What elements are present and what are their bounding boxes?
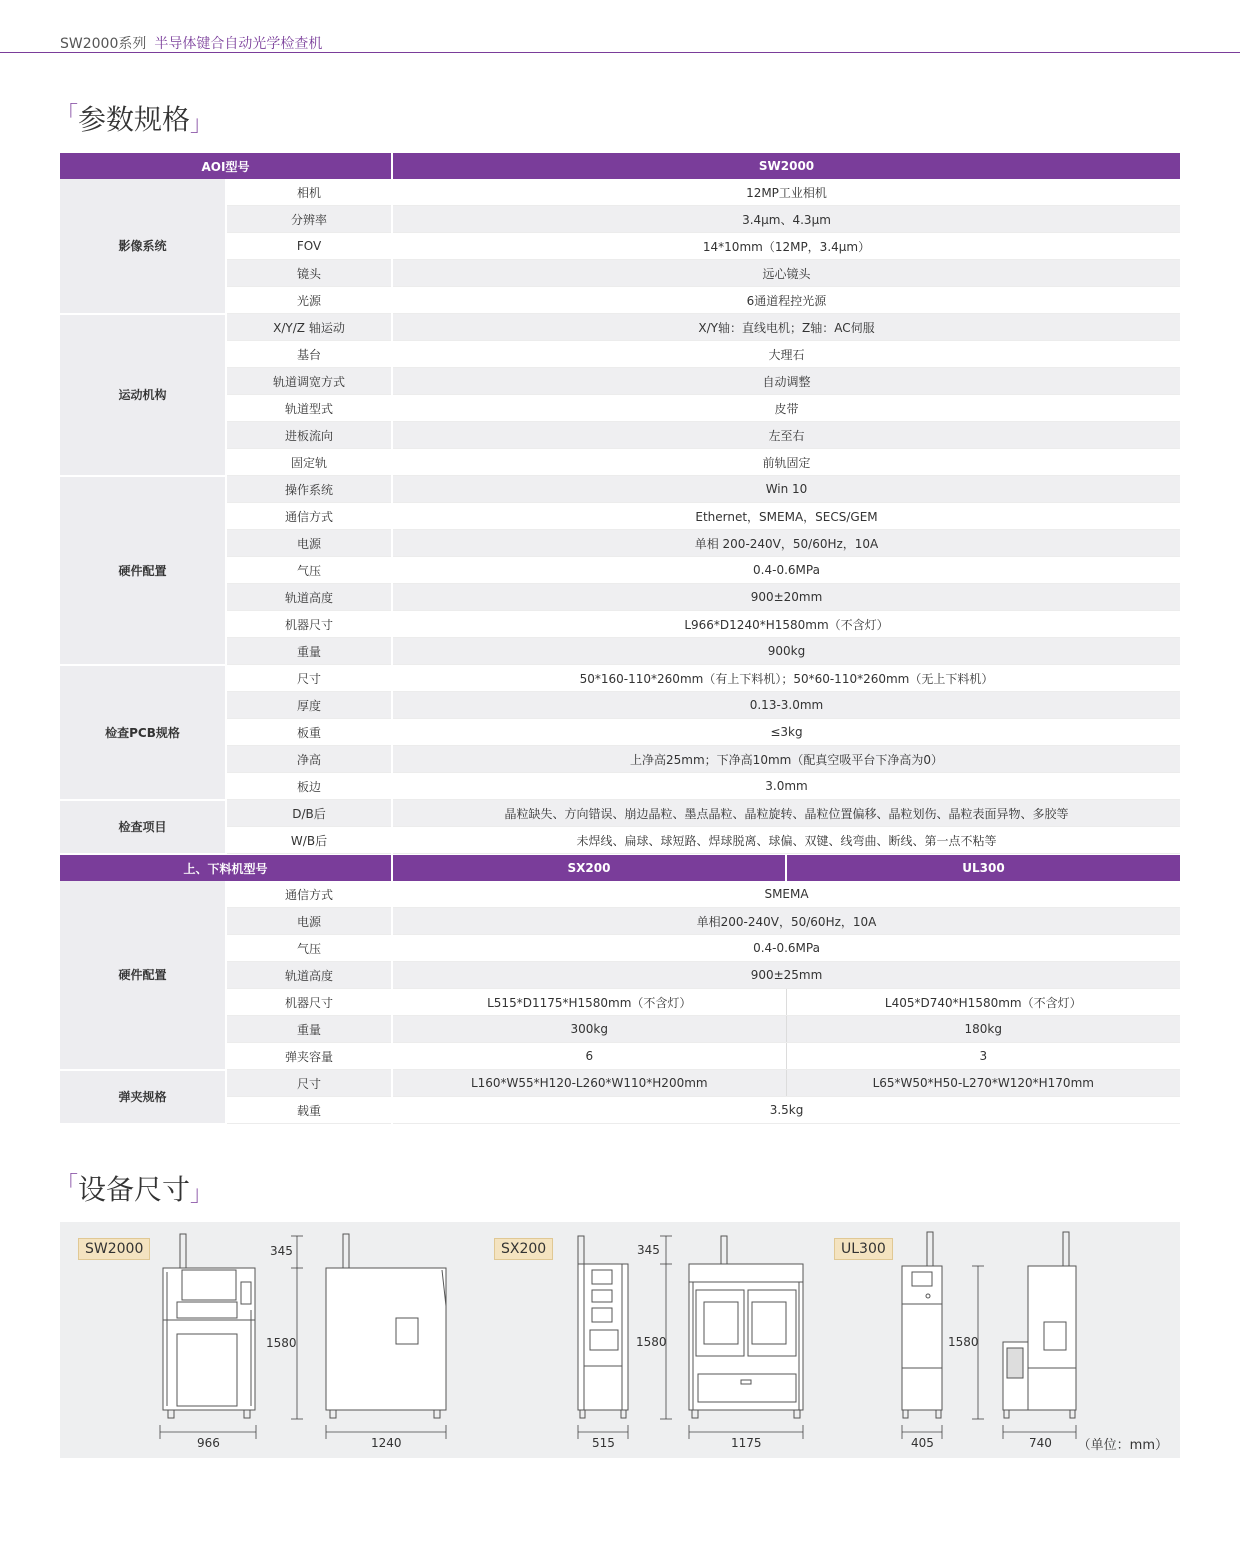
row-label: 轨道调宽方式 — [226, 368, 392, 395]
table-row — [60, 989, 1180, 1016]
table-row — [60, 314, 1180, 341]
tag-sw2000: SW2000 — [78, 1238, 150, 1260]
row-value: 晶粒缺失、方向错误、崩边晶粒、墨点晶粒、晶粒旋转、晶粒位置偏移、晶粒划伤、晶粒表面异物、多胶等 — [392, 800, 1180, 827]
row-label: 基台 — [226, 341, 392, 368]
table-row — [60, 368, 1180, 395]
row-value: 远心镜头 — [392, 260, 1180, 287]
loader-model-sx200: SX200 — [392, 855, 786, 881]
row-group-label: 影像系统 — [60, 179, 226, 314]
tag-ul300: UL300 — [834, 1238, 893, 1260]
table-row — [60, 449, 1180, 476]
table-row — [60, 1070, 1180, 1097]
sx200-side-drawing — [689, 1236, 803, 1418]
row-value: 900±25mm — [392, 962, 1180, 989]
row-value: 上净高25mm；下净高10mm（配真空吸平台下净高为0） — [392, 746, 1180, 773]
row-label: 操作系统 — [226, 476, 392, 503]
sx200-height: 1580 — [636, 1335, 667, 1349]
page-header — [60, 33, 322, 53]
table-row — [60, 827, 1180, 854]
sw2000-lamp-height: 345 — [270, 1244, 293, 1258]
ul300-depth: 740 — [1029, 1436, 1052, 1450]
table-row — [60, 962, 1180, 989]
row-group-label: 检查PCB规格 — [60, 665, 226, 800]
row-label: 板重 — [226, 719, 392, 746]
row-value: 单相 200-240V，50/60Hz，10A — [392, 530, 1180, 557]
row-label: 弹夹容量 — [226, 1043, 392, 1070]
row-label: 电源 — [226, 530, 392, 557]
dimensions-panel — [60, 1222, 1180, 1458]
table-row — [60, 584, 1180, 611]
table-row — [60, 260, 1180, 287]
row-label: 分辨率 — [226, 206, 392, 233]
row-label: 尺寸 — [226, 1070, 392, 1097]
row-label: 通信方式 — [226, 881, 392, 908]
header-series: SW2000系列 — [60, 36, 147, 52]
row-value: 单相200-240V，50/60Hz，10A — [392, 908, 1180, 935]
row-value: 未焊线、扁球、球短路、焊球脱离、球偏、双键、线弯曲、断线、第一点不粘等 — [392, 827, 1180, 854]
row-label: 通信方式 — [226, 503, 392, 530]
row-label: 机器尺寸 — [226, 611, 392, 638]
row-label: 进板流向 — [226, 422, 392, 449]
row-value: 900±20mm — [392, 584, 1180, 611]
row-group-label: 弹夹规格 — [60, 1070, 226, 1124]
row-label: 轨道高度 — [226, 962, 392, 989]
row-value: Win 10 — [392, 476, 1180, 503]
row-label: 气压 — [226, 935, 392, 962]
section-title-dimensions-text: 设备尺寸 — [78, 1173, 191, 1206]
sx200-lamp-height: 345 — [637, 1243, 660, 1257]
sx200-front-drawing — [578, 1236, 628, 1418]
row-value: 左至右 — [392, 422, 1180, 449]
table-row — [60, 422, 1180, 449]
table-row — [60, 1097, 1180, 1124]
row-label: 尺寸 — [226, 665, 392, 692]
ul300-height: 1580 — [948, 1335, 979, 1349]
section-title-specs-text: 参数规格 — [78, 103, 191, 136]
row-label: 相机 — [226, 179, 392, 206]
loader-spec-table — [60, 855, 1180, 1125]
table-row — [60, 638, 1180, 665]
row-value: L65*W50*H50-L270*W120*H170mm — [786, 1070, 1180, 1097]
aoi-table-header — [60, 153, 1180, 179]
table-row — [60, 233, 1180, 260]
table-row — [60, 1043, 1180, 1070]
row-value: 自动调整 — [392, 368, 1180, 395]
table-row — [60, 935, 1180, 962]
row-value: SMEMA — [392, 881, 1180, 908]
table-row — [60, 665, 1180, 692]
row-value: 前轨固定 — [392, 449, 1180, 476]
row-value: 3 — [786, 1043, 1180, 1070]
table-row — [60, 719, 1180, 746]
row-label: 机器尺寸 — [226, 989, 392, 1016]
loader-table-header — [60, 855, 1180, 881]
row-value: 14*10mm（12MP，3.4μm） — [392, 233, 1180, 260]
table-row — [60, 476, 1180, 503]
row-label: 厚度 — [226, 692, 392, 719]
table-row — [60, 179, 1180, 206]
aoi-spec-table — [60, 153, 1180, 855]
row-value: 3.5kg — [392, 1097, 1180, 1124]
table-row — [60, 773, 1180, 800]
loader-model-ul300: UL300 — [786, 855, 1180, 881]
row-value: 3.4μm、4.3μm — [392, 206, 1180, 233]
header-divider — [0, 52, 1240, 53]
table-row — [60, 611, 1180, 638]
row-value: 6通道程控光源 — [392, 287, 1180, 314]
row-label: 电源 — [226, 908, 392, 935]
table-row — [60, 287, 1180, 314]
unit-note: （单位：mm） — [1077, 1438, 1168, 1453]
table-row — [60, 881, 1180, 908]
row-label: W/B后 — [226, 827, 392, 854]
row-value: 0.4-0.6MPa — [392, 557, 1180, 584]
row-label: 重量 — [226, 638, 392, 665]
row-value: 6 — [392, 1043, 786, 1070]
table-row — [60, 908, 1180, 935]
table-row — [60, 557, 1180, 584]
row-label: X/Y/Z 轴运动 — [226, 314, 392, 341]
row-value: 180kg — [786, 1016, 1180, 1043]
row-label: 气压 — [226, 557, 392, 584]
row-value: L160*W55*H120-L260*W110*H200mm — [392, 1070, 786, 1097]
sw2000-width: 966 — [197, 1436, 220, 1450]
sw2000-height: 1580 — [266, 1336, 297, 1350]
row-label: 轨道型式 — [226, 395, 392, 422]
sx200-width: 515 — [592, 1436, 615, 1450]
table-row — [60, 206, 1180, 233]
loader-model-header: 上、下料机型号 — [60, 855, 392, 881]
row-label: 镜头 — [226, 260, 392, 287]
row-label: D/B后 — [226, 800, 392, 827]
row-label: 净高 — [226, 746, 392, 773]
table-row — [60, 1016, 1180, 1043]
row-label: 载重 — [226, 1097, 392, 1124]
row-label: 光源 — [226, 287, 392, 314]
row-label: 板边 — [226, 773, 392, 800]
row-value: 3.0mm — [392, 773, 1180, 800]
row-label: 轨道高度 — [226, 584, 392, 611]
table-row — [60, 800, 1180, 827]
table-row — [60, 746, 1180, 773]
row-value: 0.13-3.0mm — [392, 692, 1180, 719]
tag-sx200: SX200 — [494, 1238, 553, 1260]
row-group-label: 硬件配置 — [60, 476, 226, 665]
row-value: 皮带 — [392, 395, 1180, 422]
row-value: 900kg — [392, 638, 1180, 665]
sw2000-front-drawing — [163, 1234, 255, 1418]
section-title-specs: 「 参数规格 」 — [56, 98, 212, 138]
row-group-label: 运动机构 — [60, 314, 226, 476]
machine-drawings — [60, 1222, 1180, 1458]
row-label: 重量 — [226, 1016, 392, 1043]
row-label: FOV — [226, 233, 392, 260]
ul300-front-drawing — [902, 1232, 942, 1418]
table-row — [60, 395, 1180, 422]
section-title-dimensions: 「 设备尺寸 」 — [56, 1168, 212, 1208]
row-value: Ethernet，SMEMA，SECS/GEM — [392, 503, 1180, 530]
ul300-width: 405 — [911, 1436, 934, 1450]
table-row — [60, 503, 1180, 530]
aoi-model-header: AOI型号 — [60, 153, 392, 179]
row-group-label: 硬件配置 — [60, 881, 226, 1070]
table-row — [60, 530, 1180, 557]
row-group-label: 检查项目 — [60, 800, 226, 854]
row-value: X/Y轴：直线电机；Z轴：AC伺服 — [392, 314, 1180, 341]
aoi-model-value: SW2000 — [392, 153, 1180, 179]
row-value: 300kg — [392, 1016, 786, 1043]
row-value: 0.4-0.6MPa — [392, 935, 1180, 962]
row-label: 固定轨 — [226, 449, 392, 476]
row-value: 50*160-110*260mm（有上下料机）；50*60-110*260mm（无上下料机） — [392, 665, 1180, 692]
table-row — [60, 692, 1180, 719]
table-row — [60, 341, 1180, 368]
row-value: 大理石 — [392, 341, 1180, 368]
row-value: L515*D1175*H1580mm（不含灯） — [392, 989, 786, 1016]
sw2000-side-drawing — [326, 1234, 446, 1418]
sx200-depth: 1175 — [731, 1436, 762, 1450]
row-value: 12MP工业相机 — [392, 179, 1180, 206]
row-value: L966*D1240*H1580mm（不含灯） — [392, 611, 1180, 638]
row-value: L405*D740*H1580mm（不含灯） — [786, 989, 1180, 1016]
header-subtitle: 半导体键合自动光学检查机 — [154, 36, 323, 52]
ul300-side-drawing — [1003, 1232, 1076, 1418]
sw2000-depth: 1240 — [371, 1436, 402, 1450]
row-value: ≤3kg — [392, 719, 1180, 746]
